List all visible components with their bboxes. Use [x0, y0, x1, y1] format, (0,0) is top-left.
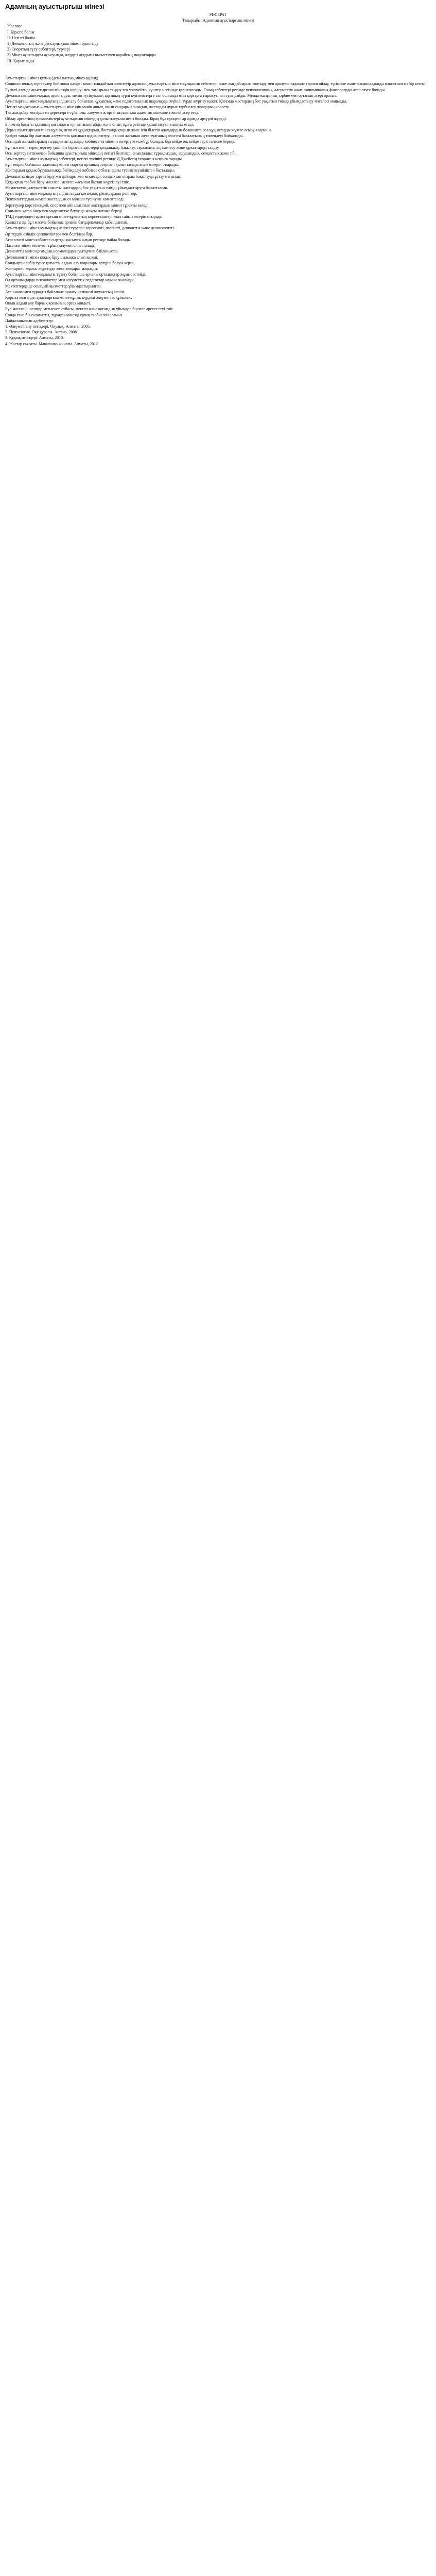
body-paragraph: ТМД елдеріндегі ауыстырғыш мінез-құлықтың көрсеткіштері жыл сайын өзгеріп отырады.: [5, 214, 164, 219]
document-subtitle: Тақырыбы: Адамның ауыстырғыш мінезі: [182, 18, 254, 23]
body-paragraph: Демалыстың мінез-құлық ауыстыруы, менің түсінуімше, адамның түрлі күйзелістерге тап болғанда өзін қорғауға тырысуынан туындайды. Мұнда жанұялық тәрбие мен ортаның әсері орасан.: [5, 93, 337, 98]
body-paragraph: Мектептерде де осындай қызметтер ұйымдастырылған.: [5, 283, 102, 289]
table-of-contents: [5, 23, 431, 63]
body-paragraph: Ауыстырғыш мінез-құлықты түзету бойынша арнайы орталықтар жұмыс істейді.: [5, 272, 147, 277]
body-paragraph: Негізгі мақсатымыз – ауыстырғыш мінездің мәнін ашып, оның салдарын анықтап, жастарды дұрыс тәрбиелеу жолдарын көрсету.: [5, 105, 230, 110]
body-paragraph: Ауыстырғыш мінез-құлықтың алдын алуда қоғамдық ұйымдардың рөлі зор.: [5, 191, 137, 196]
body-paragraph: Жастардың құқық бұзушылыққа бейімделуі көбінесе отбасындағы түсініспеушіліктен басталады.: [5, 168, 175, 173]
toc-item: І. Кіріспе бөлім: [7, 29, 34, 35]
body-paragraph: Ол орталықтарда психологтар мен әлеуметтік педагогтар жұмыс жасайды.: [5, 278, 135, 283]
body-paragraph: Делинквентті мінез құқық бұзушылыққа алып келеді.: [5, 255, 98, 260]
body-paragraph: Осы зерттеу нәтижелері бойынша ауыстырғыш мінездің негізгі белгілері анықталды: тұрақсыздық, ашушаңдық, селқостық және т.б.: [5, 150, 236, 156]
body-paragraph: Ауыстырғыш мінез-құлықтың алдын алу бойынша құқықтық және педагогикалық шараларды жүйелі түрде жүргізу қажет. Қоғамда жастардың бос уақытын тиімді ұйымдастыру мәселесі маңызды.: [5, 99, 347, 104]
toc-item: 1) Демалыстың және денсаулықтың мінезі ауыстыру: [7, 41, 99, 46]
body-paragraph: 2. Психология. Оқу құралы. Астана, 2008.: [5, 330, 78, 335]
body-paragraph: Пассивті мінез өзіне-өзі тұйықталумен сипатталады.: [5, 243, 97, 248]
body-paragraph: Сонда ғана біз саламатты, тұрақты мінезді ұрпақ тәрбиелей аламыз.: [5, 312, 124, 317]
body-paragraph: Бұл мәселені терең зерттеу үшін біз бірнеше әдістерді қолдандық: бақылау, сауалнама, әңгімелесу және құжаттарды талдау.: [5, 145, 220, 150]
body-paragraph: Ауыстырғыш мінез-құлықтың негізгі түрлері: агрессивті, пассивті, девиантты және делинквентті.: [5, 226, 175, 231]
body-paragraph: Қазақстанда бұл мәселе бойынша арнайы бағдарламалар қабылданған.: [5, 220, 128, 225]
body-paragraph: Ауыстырғыш мінез-құлықтың себептері, негізгі түсінігі ретінде Д.Джейстің теориясы кеңінен тарады.: [5, 157, 183, 162]
page-title: Адамның ауыстырғыш мінезі: [5, 3, 104, 10]
body-paragraph: Қорыта келгенде, ауыстырғыш мінез-құлық күрделі әлеуметтік құбылыс.: [5, 295, 132, 300]
toc-heading: Жоспар:: [7, 24, 22, 29]
body-paragraph: Психологтардың көмегі жастардың өз мінезін түсінуіне көмектеседі.: [5, 197, 125, 202]
toc-item: ІІІ. Қорытынды: [7, 58, 34, 63]
body-paragraph: Бұл теория бойынша адамның мінезі сыртқы ортаның әсерінен қалыптасады және өзгеріп отырады.: [5, 162, 179, 167]
toc-item: ІІ. Негізгі бөлім: [7, 35, 35, 40]
body-paragraph: Ойлау әрекетінің ерекшеліктері ауыстырғыш мінездің қалыптасуына негіз болады. Бірақ бұл процесс әр адамда әртүрлі жүреді.: [5, 116, 227, 121]
body-paragraph: 3. Құқық негіздері. Алматы, 2010.: [5, 335, 64, 341]
body-paragraph: Зерттеулер көрсеткендей, спортпен айналысатын жастардың мінезі тұрақты келеді.: [5, 202, 150, 208]
body-paragraph: Әр түрдің өзіндік ерекшеліктері мен белгілері бар.: [5, 231, 93, 236]
body-paragraph: Сондықтан әрбір түрге қатысты алдын алу шаралары әртүрлі болуы керек.: [5, 260, 135, 265]
body-paragraph: Сонымен қатар өнер мен мәдениетке баулу да жақсы нәтиже береді.: [5, 208, 124, 213]
document-body: [5, 75, 431, 347]
toc-item: 2) Спорттың түсу себептері, түрлері: [7, 47, 70, 52]
body-paragraph: Тақ жағдайда келтірілген деректерге сүйенсек, әлеуметтік ортаның ықпалы адамның мінезіне тікелей әсер етеді.: [5, 110, 201, 115]
body-paragraph: Девиантты мінез қоғамдық нормалардан ауытқумен байланысты.: [5, 249, 119, 254]
body-paragraph: Ауыстырғыш мінез құлық (демалыстың мінез-құлық): [5, 76, 98, 81]
body-paragraph: Құқықтық тәрбие беру мәселесі мектеп жасынан бастап жүргізілуі тиіс.: [5, 179, 130, 184]
body-paragraph: Мемлекеттің әлеуметтік саясаты жастардың бос уақытын тиімді ұйымдастыруға бағытталған.: [5, 185, 168, 191]
body-paragraph: Пайдаланылған әдебиеттер:: [5, 318, 54, 323]
body-paragraph: Дұрыс ауыстырғыш мінез-құлық, яғни өз құқықтарын, бостандықтарын және ісін білетін адамдардың болашақта сол құқықтарды жүзеге асыруы мүмкін.: [5, 128, 272, 133]
body-paragraph: Бүгінгі әлемде ауыстырғыш мінездің көрінуі мен тамырына таңдау тек үзілмейтін күштер негізінде қалыптасады. Оның себептері ретінде психологиялық, әлеуметтік және экономикалық факторларды атап өтуге болады.: [5, 87, 386, 92]
body-paragraph: Білімнің бағыты адамның қоғамдағы орнын анықтайды және оның тұлға ретінде қалыптасуына ықпал етеді.: [5, 122, 194, 127]
body-paragraph: Агрессивті мінез көбінесе сыртқы қысымға жауап ретінде пайда болады.: [5, 237, 132, 242]
body-paragraph: Оның алдын алу барлық қоғамның ортақ міндеті.: [5, 301, 91, 306]
body-paragraph: Осындай жағдайлардың салдарынан адамдар көбінесе өз мінезін өзгертуге мәжбүр болады, бұл кейде оң, кейде теріс нәтиже береді.: [5, 139, 235, 144]
body-paragraph: Демалыс кезінде тәртіп бұзу жағдайлары жиі кездеседі, сондықтан оларды бақылауда ұстау маңызды.: [5, 174, 182, 179]
toc-item: 3) Мінез ауыстыруға ауысуында, жердегі ауқдығы қызметімен қарайсың мақсаттарды: [7, 53, 156, 58]
body-paragraph: Қазіргі таңда бір жағынан әлеуметтік қатынастардың өзгеруі, екінші жағынан жеке тұлғаның өзін-өзі бағалауының төмендеуі байқалады.: [5, 133, 244, 139]
body-paragraph: Ата-аналармен тұрақты байланыс орнату нәтижелі жұмыстың кепілі.: [5, 289, 125, 294]
body-paragraph: Социологиялық зерттеулер бойынша қазіргі заман тындайтын әжептеуір адамның ауыстырғыш мінез-құлқының себептері және жағдайларын толтыру мен арнаулы «адами» тарихи ойлау, түсінікке және жаңашылдыққа мақсатталған бір кезеңі.: [5, 81, 427, 87]
body-paragraph: Жастармен жұмыс жүргізуде жеке көзқарас маңызды.: [5, 266, 98, 271]
body-paragraph: 1. Әлеуметтану негіздері. Оқулық. Алматы, 2005.: [5, 324, 91, 329]
body-paragraph: 4. Жастар саясаты. Мақалалар жинағы. Алматы, 2012.: [5, 341, 99, 346]
document-genre: РЕФЕРАТ: [209, 12, 227, 17]
body-paragraph: Бұл мәселені шешуде мемлекет, отбасы, мектеп және қоғамдық ұйымдар бірлесе әрекет етуі тиіс.: [5, 307, 174, 312]
